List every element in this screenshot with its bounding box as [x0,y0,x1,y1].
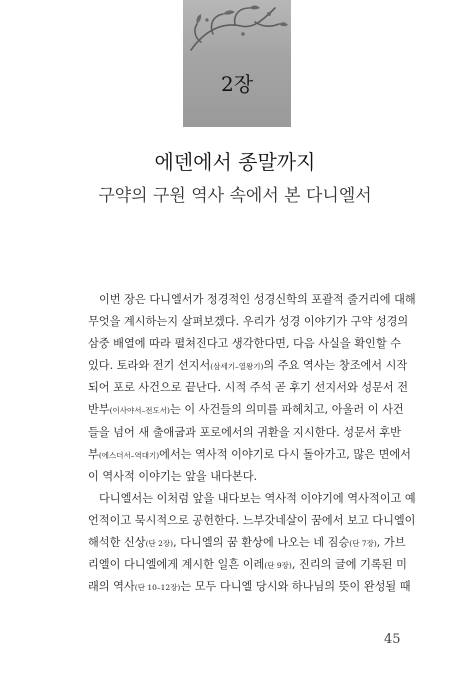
chapter-title: 에덴에서 종말까지 [154,150,316,174]
page-number: 45 [384,632,401,647]
scripture-reference: (단 7장) [349,539,377,549]
body-line [88,466,397,488]
body-text-span: 언적이고 묵시적으로 공헌한다. 느부갓네살이 꿈에서 보고 다니엘이 [88,513,416,527]
body-text-span: 되어 포로 사건으로 끝난다. 시적 주석 곧 후기 선지서와 성문서 전 [88,381,409,395]
body-text-span: 다니엘서는 이처럼 앞을 내다보는 역사적 이야기에 역사적이고 예 [99,491,416,505]
body-text-span: 해석한 신상 [88,536,146,550]
body-line [88,311,409,333]
body-line [88,355,408,377]
body-line [88,532,406,554]
body-text-span: 삼중 배열에 따라 펼쳐진다고 생각한다면, 다음 사실을 확인할 수 [88,337,401,351]
chapter-subtitle: 구약의 구원 역사 속에서 본 다니엘서 [98,186,372,206]
scripture-reference: (단 2장) [145,539,174,549]
body-line [88,576,411,598]
body-line [88,444,411,466]
scripture-reference: (삼세기–열왕기) [210,362,264,372]
body-text-span: 들을 넘어 새 출애굽과 포로에서의 귀환을 지시한다. 성문서 후반 [88,425,401,439]
body-text-span: 이번 장은 다니엘서가 정경적인 성경신학의 포괄적 줄거리에 대해 [99,293,416,306]
body-text-span: 부 [88,447,99,461]
body-line [88,488,416,510]
scripture-reference: (에스더서–역대기) [98,450,160,460]
scripture-reference: (이사야서–전도서) [109,406,170,416]
body-text-span: 반부 [88,403,110,417]
body-text-span: 에서는 역사적 이야기로 다시 돌아가고, 많은 면에서 [159,447,411,461]
body-text-span: 무엇을 계시하는지 살펴보겠다. 우리가 성경 이야기가 구약 성경의 [88,315,409,329]
body-line [88,554,407,576]
scripture-reference: (단 10–12장) [134,583,181,593]
body-text-span: , 다니엘의 꿈 환상에 나오는 네 짐승 [173,536,350,550]
body-text-span: 는 이 사건들의 의미를 파헤치고, 아울러 이 사건 [169,403,404,417]
scripture-reference: (단 9장) [264,561,292,571]
body-text-span: 래의 역사 [88,580,135,594]
body-line [88,377,409,399]
body-line [88,289,416,311]
body-text-span: 있다. 토라와 전기 선지서 [88,359,211,373]
chapter-banner [183,0,291,127]
body-line [88,333,401,355]
body-text-span: 리엘이 다니엘에게 계시한 일흔 이레 [88,558,265,572]
body-text-span: , 가브 [376,536,406,550]
body-text-span: 는 모두 다니엘 당시와 하나님의 뜻이 완성될 때 [180,580,411,594]
chapter-label: 2장 [220,72,254,96]
body-text-span: , 진리의 글에 기록된 미 [291,558,407,572]
floral-ornament-icon [183,0,291,60]
body-line [88,399,404,421]
body-text-span: 의 주요 역사는 창조에서 시작 [263,359,408,373]
body-line [88,510,416,532]
body-line [88,422,401,444]
body-text-span: 이 역사적 이야기는 앞을 내다본다. [88,469,258,483]
body-text [88,289,416,598]
